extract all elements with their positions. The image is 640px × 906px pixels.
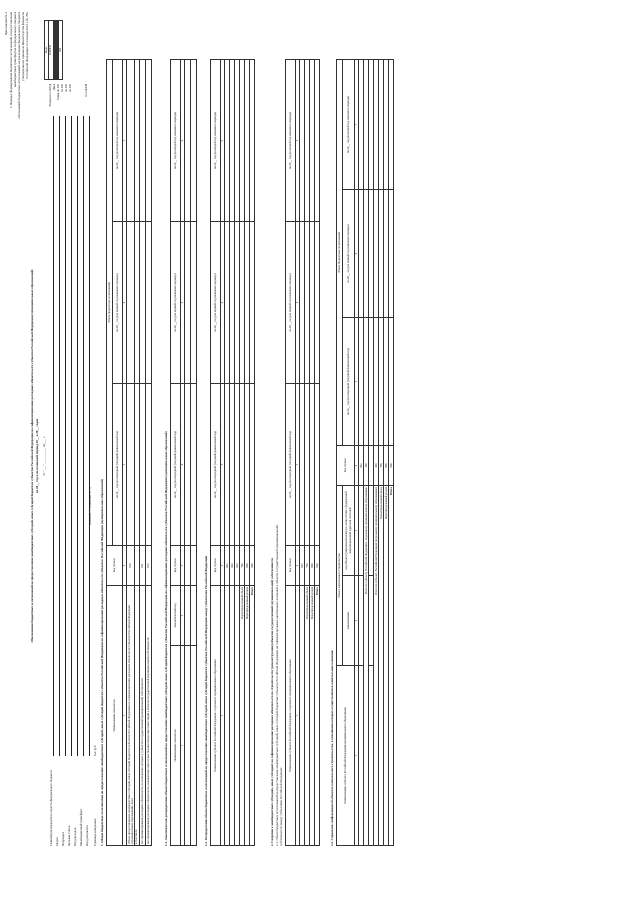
- col-head: на 20__ год (на очередной (текущий) финансовый год): [113, 384, 123, 546]
- table-row-label: на софинансирование расходных обязательств, возникающих при осуществлении бюджетных инвестиций в объекты государственной (муниципальной) собственности: [145, 586, 151, 846]
- col-num: 4: [296, 222, 300, 384]
- col-num: 4: [355, 445, 359, 485]
- field-line: [53, 116, 54, 756]
- row-code: 800: [310, 546, 315, 586]
- section-1-table: [106, 59, 152, 846]
- col-head: код объекта (уникальный номер) в соответствии с федеральной информационной адресной системой: [343, 485, 355, 575]
- total-label: Нераспределенный объем: [305, 586, 310, 846]
- col-head: на 20__ год (на очередной (текущий) финансовый год): [343, 317, 355, 445]
- col-head: Наименование показателя: [171, 646, 181, 846]
- codes-header: Коды: [45, 21, 49, 80]
- section-2-title: 2. Сведения о межбюджетных субсидиях, иных субсидиях на софинансирование расходных обязательств по строительству (реконструкции) объектов государственной (муниципальной) собственности: [270, 558, 274, 846]
- col-head: Наименование субъекта Российской Федерации/муниципального образования: [337, 666, 355, 846]
- document-date: от "___" __________ 20___ г.: [42, 436, 46, 476]
- col-head: наименование: [343, 576, 355, 666]
- field-line: [77, 116, 78, 756]
- field-line: [71, 116, 72, 756]
- row-code: 001: [300, 546, 305, 586]
- group-head: Объем бюджетных ассигнований: [337, 59, 343, 445]
- row-code: 100: [364, 445, 369, 485]
- total-label: Итого: [389, 485, 394, 845]
- field-label: Межбюджетный трансферт: [79, 808, 83, 846]
- appendix-line: утвержденному приказом Министерства финансов: [21, 12, 25, 81]
- group-head: Объект капитального строительства: [337, 485, 343, 665]
- col-head: на 20__ год (на второй год планового периода): [211, 60, 221, 222]
- col-head: на 20__ год (на первый год планового периода): [211, 222, 221, 384]
- col-num: 5: [181, 222, 185, 384]
- col-num: 1: [296, 586, 300, 846]
- col-num: 7: [355, 59, 359, 189]
- col-num: 4: [181, 384, 185, 546]
- total-label: Нераспределенный резерв: [384, 485, 389, 845]
- col-head: Код строки: [286, 546, 296, 586]
- col-head: Код строки: [171, 546, 181, 586]
- field-label: Целевая статья: [67, 825, 71, 846]
- field-label: Вид документа: [85, 825, 89, 846]
- col-head: Наименование показателя: [107, 586, 123, 846]
- row-code: 012: [145, 546, 151, 586]
- row-code: 700: [379, 445, 384, 485]
- code-okei: 384: [58, 21, 62, 80]
- doc-kind-hint: (основной - 1, уточненный - 2, ...): [89, 487, 92, 525]
- col-num: 2: [355, 576, 359, 666]
- total-label: Итого: [250, 586, 255, 846]
- row-code: 900: [315, 546, 320, 586]
- col-num: 6: [355, 189, 359, 317]
- table-row-label: в том числе:: [135, 586, 139, 846]
- row-code: 700: [305, 546, 310, 586]
- col-num: 1: [355, 666, 359, 846]
- section-1-2-title: 1.2. Распределение объема бюджетных ассигнований на предоставление межбюджетных субсидий, иных субсидий бюджетам субъектов Российской Федерации между субъектами Российской Федерации: [204, 555, 208, 846]
- document-title: Обоснования бюджетных ассигнований на предоставление межбюджетных субсидий, иных субсидий бюджетам субъектов Российской Федерации на софинансирование расходных обязательств субъектов Российской Федерации (муниципальных образований): [30, 269, 34, 643]
- row-code: 601: [225, 546, 230, 586]
- col-head: на 20__ год (на первый год планового периода): [286, 222, 296, 384]
- field-label: Раздел: [55, 836, 59, 846]
- row-code: 900: [250, 546, 255, 586]
- col-head: Код строки: [107, 546, 123, 586]
- col-head: Наименование субъекта Российской Федерации / отдельного муниципального образования: [211, 586, 221, 846]
- field-label: Главный распорядитель средств федерального бюджета: [49, 770, 53, 846]
- col-num: 3: [181, 546, 185, 586]
- col-num: 3: [123, 384, 127, 546]
- col-head: на 20__ год (на второй год планового периода): [113, 59, 123, 221]
- row-code: 800: [384, 445, 389, 485]
- col-head: на 20__ год (на второй год планового периода): [171, 60, 181, 222]
- col-num: 2: [181, 586, 185, 646]
- total-label: Итого: [315, 586, 320, 846]
- col-head: на 20__ год (на очередной (текущий) финансовый год): [171, 384, 181, 546]
- col-head: Код строки: [211, 546, 221, 586]
- col-num: 2: [296, 546, 300, 586]
- col-head: Код строки: [337, 445, 355, 485]
- field-line: [83, 116, 84, 756]
- field-line: [65, 116, 66, 756]
- codes-label: Дата: [52, 84, 56, 91]
- row-code: 800: [245, 546, 250, 586]
- field-label: Вид расходов: [73, 827, 77, 846]
- appendix-line: межбюджетных трансфертов из федерального бюджета: [13, 12, 17, 88]
- row-code: 011: [139, 546, 145, 586]
- appendix-line: Российской Федерации от 24 июня 2013 г. № 78н: [25, 12, 29, 79]
- col-head: Аналитический код: [171, 586, 181, 646]
- col-num: 5: [221, 60, 225, 222]
- col-num: 1: [123, 586, 127, 846]
- codes-label: Глава по БК: [56, 84, 60, 101]
- row-code: 010: [127, 546, 135, 586]
- row-code: 602: [230, 546, 235, 586]
- row-code: 700: [240, 546, 245, 586]
- total-label: Нераспределенный объем: [240, 586, 245, 846]
- field-line: [59, 116, 60, 756]
- col-num: 4: [221, 222, 225, 384]
- col-num: 1: [181, 646, 185, 846]
- codes-label: по БК: [60, 84, 64, 93]
- col-num: 4: [123, 222, 127, 384]
- section-2-1-title: 2.1. Объем бюджетных ассигнований на предоставление межбюджетных субсидий, иных субсидий бюджетам субъектов Российской Федерации на софинансирование капитальных вложений в объекты государственной (муниципальной): [275, 524, 279, 846]
- section-1-1-table: [170, 59, 197, 846]
- col-num: 2: [123, 546, 127, 586]
- code-okud: 0505843: [49, 21, 53, 80]
- codes-table: [44, 20, 63, 80]
- col-head: на 20__ год (на первый год планового периода): [113, 222, 123, 384]
- row-code: 001: [359, 445, 364, 485]
- col-head: на 20__ год (на очередной (текущий) финансовый год): [211, 384, 221, 546]
- col-num: 5: [355, 317, 359, 445]
- col-head: на 20__ год (на второй год планового периода): [343, 59, 355, 189]
- unit-value: тыс.руб: [93, 745, 97, 756]
- table-row-label: на софинансирование расходных обязательств, по исполнению которых у субъектов государственной (муниципальной) собственности: [139, 586, 145, 846]
- col-head: на 20__ год (на первый год планового периода): [171, 222, 181, 384]
- section-2-2-table: [336, 59, 394, 846]
- group-head: Объем бюджетных ассигнований: [107, 59, 113, 545]
- row-code: 200: [374, 445, 379, 485]
- row-code: 603: [235, 546, 240, 586]
- codes-label: по БК: [68, 84, 72, 93]
- subtotal-label: Итого по субъекту Российской Федерации (отдельному муниципальному образованию): [374, 485, 379, 845]
- document-subtitle: на 20__ год и на плановый период 20__ и 20__ годов: [35, 418, 39, 494]
- total-label: Нераспределенный резерв: [310, 586, 315, 846]
- total-label: Нераспределенный объем: [379, 485, 384, 845]
- col-num: 5: [123, 59, 127, 221]
- col-num: 3: [221, 384, 225, 546]
- col-head: на 20__ год (на второй год планового периода): [286, 60, 296, 222]
- col-head: Наименование субъекта Российской Федерации / отдельного муниципального образования: [286, 586, 296, 846]
- appendix-line: обоснований бюджетных ассигнований на реализацию федерального бюджета: [17, 12, 21, 119]
- codes-label: Форма по ОКУД: [48, 84, 52, 107]
- col-num: 1: [221, 586, 225, 846]
- table-row-label: Объем предоставляемых межбюджетных субсидий, иных субсидий бюджетам субъектов Российской Федерации на софинансирование расходных обязательств субъектов Российской Федерации (муниципальных образований), всего: [127, 586, 135, 846]
- field-label: Подраздел: [61, 831, 65, 846]
- total-label: Нераспределенный резерв: [245, 586, 250, 846]
- col-head: на 20__ год (на очередной (текущий) финансовый год): [286, 384, 296, 546]
- section-2-1-table: [285, 59, 320, 846]
- section-1-1-title: 1.1. Аналитическое распределение объема бюджетных ассигнований на предоставление межбюджетных субсидий, иных субсидий бюджетам субъектов Российской Федерации на софинансирование расходных обязательств субъектов Российской Федерации (муниципальных образований): [164, 431, 168, 846]
- col-num: 3: [355, 485, 359, 575]
- section-1-2-table: [210, 59, 255, 846]
- unit-label: Единица измерения:: [93, 818, 97, 846]
- codes-label: по ОКЕИ: [84, 84, 88, 97]
- appendix-line: к Порядку формирования бюджетных ассигнований и предоставления: [9, 12, 13, 108]
- section-2-1-title-cont: собственности между субъектами Российской Федерации: [279, 767, 283, 846]
- col-num: 3: [296, 384, 300, 546]
- col-num: 6: [181, 60, 185, 222]
- codes-label: по БК: [64, 84, 68, 93]
- col-num: 5: [296, 60, 300, 222]
- section-1-title: 1. Общие бюджетные ассигнования на предоставление межбюджетных субсидий, иных субсидий бюджетам субъектов Российской Федерации на софинансирование расходных обязательств субъектов Российской Федерации (муниципальных образований): [100, 479, 104, 846]
- section-2-2-title: 2.2. Справочно: информация об объектах капитального строительства, в отношении которых осуществляются капитальные вложения: [330, 650, 334, 846]
- appendix-title: Приложение № 4: [4, 12, 8, 36]
- col-head: на 20__ год (на первый год планового периода): [343, 189, 355, 317]
- subtotal-label: Всего по субъекту Российской Федерации / отдельному муниципальному образованию: [364, 485, 369, 845]
- col-num: 2: [221, 546, 225, 586]
- row-code: 900: [389, 445, 394, 485]
